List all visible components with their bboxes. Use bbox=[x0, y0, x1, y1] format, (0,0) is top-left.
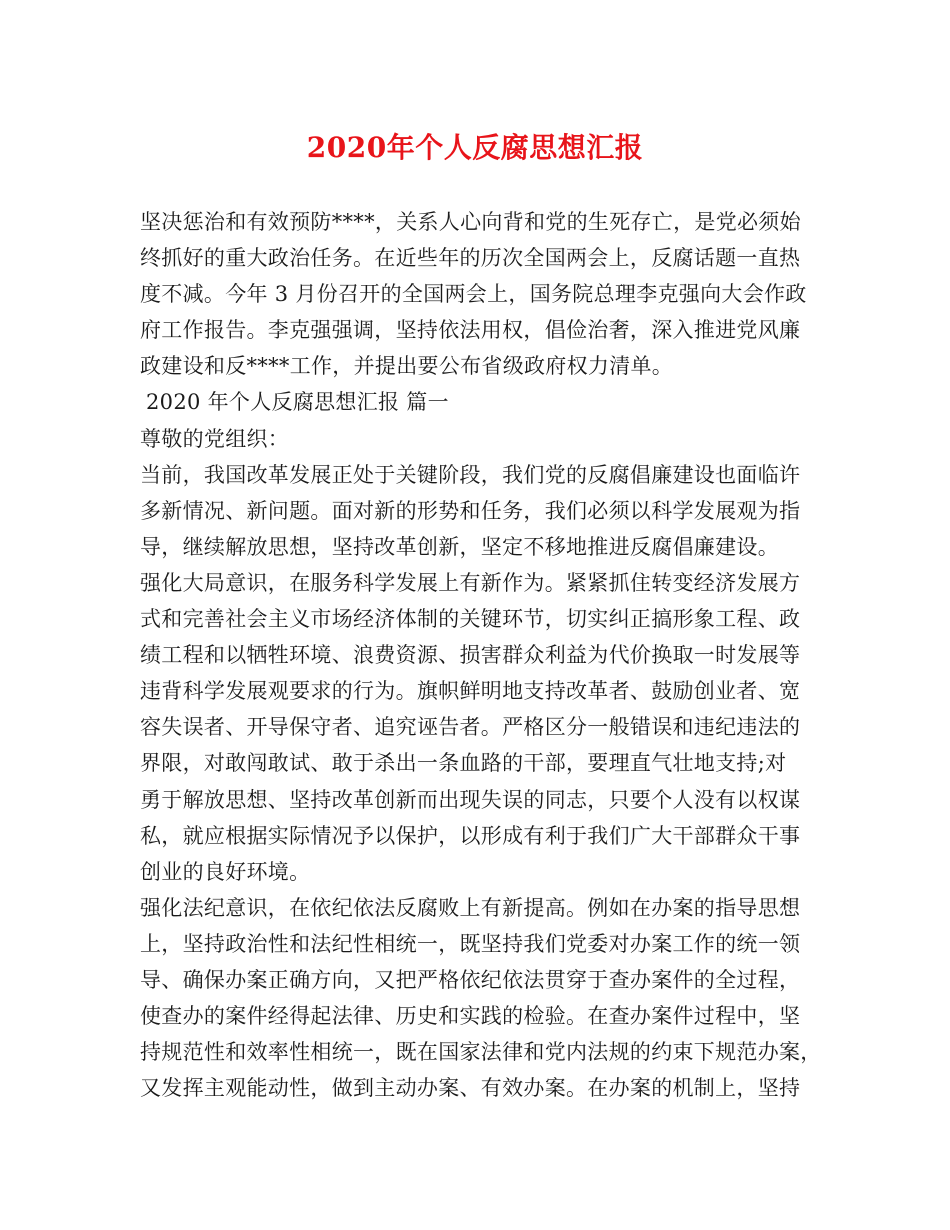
body-line: 容失误者、开导保守者、追究诬告者。严格区分一般错误和违纪违法的 bbox=[140, 715, 801, 740]
body-line: 导、确保办案正确方向，又把严格依纪依法贯穿于查办案件的全过程， bbox=[140, 967, 801, 992]
section-heading: 2020 年个人反腐思想汇报 篇一 bbox=[146, 390, 449, 415]
body-line: 度不减。今年 3 月份召开的全国两会上，国务院总理李克强向大会作政 bbox=[140, 282, 807, 307]
body-line: 使查办的案件经得起法律、历史和实践的检验。在查办案件过程中，坚 bbox=[140, 1004, 801, 1029]
salutation: 尊敬的党组织： bbox=[140, 426, 290, 451]
body-line: 导，继续解放思想，坚持改革创新，坚定不移地推进反腐倡廉建设。 bbox=[140, 534, 779, 559]
body-line: 上，坚持政治性和法纪性相统一，既坚持我们党委对办案工作的统一领 bbox=[140, 931, 801, 956]
body-line: 违背科学发展观要求的行为。旗帜鲜明地支持改革者、鼓励创业者、宽 bbox=[140, 679, 801, 704]
body-line: 又发挥主观能动性，做到主动办案、有效办案。在办案的机制上，坚持 bbox=[140, 1076, 801, 1101]
body-line: 当前，我国改革发展正处于关键阶段，我们党的反腐倡廉建设也面临许 bbox=[140, 462, 801, 487]
body-line: 勇于解放思想、坚持改革创新而出现失误的同志，只要个人没有以权谋 bbox=[140, 787, 801, 812]
body-line: 多新情况、新问题。面对新的形势和任务，我们必须以科学发展观为指 bbox=[140, 498, 801, 523]
body-line: 绩工程和以牺牲环境、浪费资源、损害群众利益为代价换取一时发展等 bbox=[140, 643, 801, 668]
body-line: 强化大局意识，在服务科学发展上有新作为。紧紧抓住转变经济发展方 bbox=[140, 570, 801, 595]
body-line: 政建设和反****工作，并提出要公布省级政府权力清单。 bbox=[140, 354, 674, 379]
body-line: 式和完善社会主义市场经济体制的关键环节，切实纠正搞形象工程、政 bbox=[140, 607, 801, 632]
body-line: 创业的良好环境。 bbox=[140, 859, 311, 884]
body-line: 府工作报告。李克强强调，坚持依法用权，倡俭治奢，深入推进党风廉 bbox=[140, 318, 801, 343]
body-line: 界限，对敢闯敢试、敢于杀出一条血路的干部，要理直气壮地支持;对 bbox=[140, 751, 787, 776]
body-line: 强化法纪意识，在依纪依法反腐败上有新提高。例如在办案的指导思想 bbox=[140, 895, 801, 920]
document-title: 2020年个人反腐思想汇报 bbox=[306, 131, 644, 164]
document-body bbox=[140, 204, 820, 1106]
body-line: 坚决惩治和有效预防****，关系人心向背和党的生死存亡，是党必须始 bbox=[140, 210, 801, 234]
body-line: 私，就应根据实际情况予以保护，以形成有利于我们广大干部群众干事 bbox=[140, 823, 801, 848]
body-line: 持规范性和效率性相统一，既在国家法律和党内法规的约束下规范办案， bbox=[140, 1040, 822, 1065]
body-line: 终抓好的重大政治任务。在近些年的历次全国两会上，反腐话题一直热 bbox=[140, 246, 801, 271]
